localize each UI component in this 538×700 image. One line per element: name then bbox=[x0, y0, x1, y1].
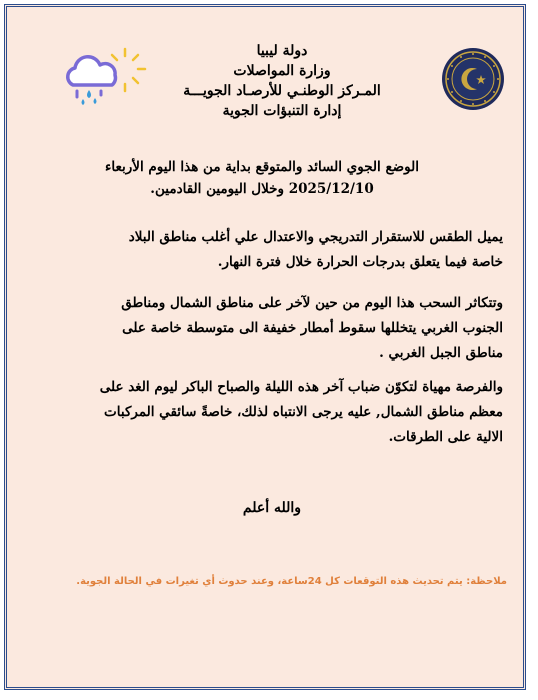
paragraph-line: خاصة فيما يتعلق بدرجات الحرارة خلال فترة النهار. bbox=[217, 254, 503, 270]
subtitle-line: 2025/12/10 وخلال اليومين القادمين. bbox=[150, 181, 374, 197]
update-note: ملاحظة: يتم تحديث هذه التوقعات كل 24ساعة، وعند حدوث أي تغيرات في الحالة الجوية. bbox=[76, 576, 507, 587]
forecast-paragraph bbox=[43, 291, 503, 366]
document-frame bbox=[4, 4, 526, 690]
paragraph-line: مناطق الجبل الغربي . bbox=[379, 345, 503, 361]
forecast-paragraph bbox=[43, 375, 503, 450]
forecast-subtitle bbox=[47, 156, 477, 200]
paragraph-line: معظم مناطق الشمال, عليه يرجى الانتباه لذلك، خاصةً سائقي المركبات bbox=[104, 404, 503, 420]
header-country: دولة ليبيا bbox=[256, 43, 308, 59]
header-ministry: وزارة المواصلات bbox=[233, 63, 331, 79]
header-department: إدارة التنبؤات الجوية bbox=[222, 103, 342, 119]
paragraph-line: والفرصة مهياة لتكوّن ضباب آخر هذه الليلة والصباح الباكر ليوم الغد على bbox=[99, 379, 503, 395]
document-header bbox=[157, 41, 407, 121]
paragraph-line: يميل الطقس للاستقرار التدريجي والاعتدال علي أغلب مناطق البلاد bbox=[128, 229, 503, 245]
paragraph-line: الجنوب الغربي يتخللها سقوط أمطار خفيفة الى متوسطة خاصة على bbox=[122, 320, 503, 336]
libya-state-emblem bbox=[441, 47, 505, 111]
header-center: المـركز الوطنـي للأرصـاد الجويـــة bbox=[183, 83, 381, 99]
closing-phrase: والله أعلم bbox=[242, 500, 302, 516]
paragraph-line: الالية على الطرقات. bbox=[388, 429, 503, 445]
subtitle-line: الوضع الجوي السائد والمتوقع بداية من هذا اليوم الأربعاء bbox=[105, 159, 419, 175]
paragraph-line: وتتكاثر السحب هذا اليوم من حين لآخر على مناطق الشمال ومناطق bbox=[121, 295, 503, 311]
forecast-paragraph bbox=[43, 225, 503, 275]
cloud-rain-sun-icon bbox=[59, 47, 149, 107]
